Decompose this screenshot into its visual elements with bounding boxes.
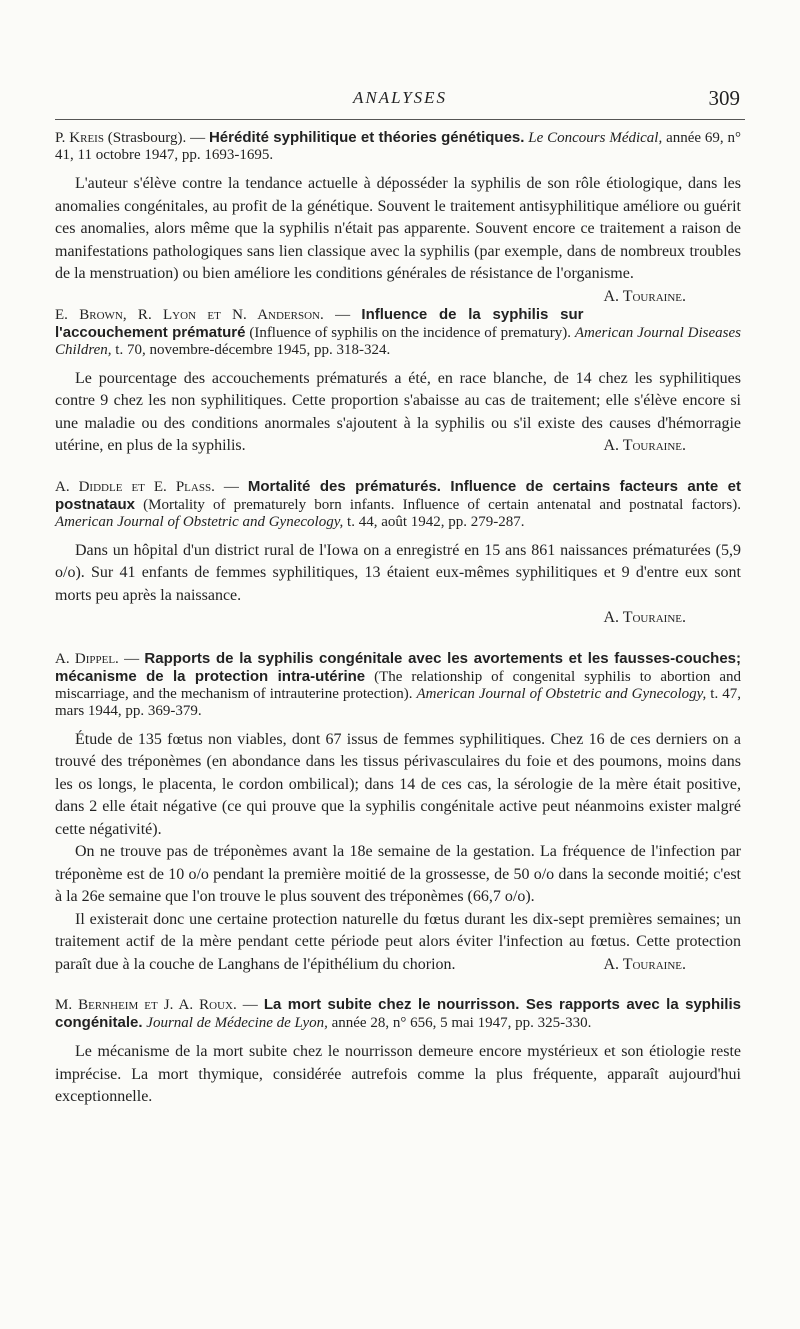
page-number: 309 xyxy=(708,86,740,110)
entry-paragraph: Il existerait donc une certaine protection naturelle du fœtus durant les dix-sept premières semaines; un traitement actif de la mère pendant cette période peut alors éviter l'infection au fœtus. Cette protection paraît due à la couche de Langhans de l'épithélium du chorion. A. Touraine. xyxy=(55,909,741,977)
entry-paragraph: Dans un hôpital d'un district rural de l'Iowa on a enregistré en 15 ans 861 naissances prématurées (5,9 o/o). Sur 41 enfants de femmes syphilitiques, 13 étaient eux-mêmes syphilitiques et 9 d'entre eux sont morts peu après la naissance. xyxy=(55,541,741,604)
entry-details: t. 70, novembre-décembre 1945, pp. 318-324. xyxy=(115,341,391,358)
review-entry xyxy=(55,129,742,305)
review-entry xyxy=(55,650,741,977)
entry-authors: P. Kreis xyxy=(55,130,104,146)
entry-source: Le Concours Médical, xyxy=(528,130,663,146)
review-entry xyxy=(55,306,741,458)
entry-paragraph: L'auteur s'élève contre la tendance actuelle à déposséder la syphilis de son rôle étiologique, dans les anomalies congénitales, au profit de la génétique. Souvent le traitement antisyphilitique améliore ou guérit ces anomalies, alors même que la syphilis n'était pas apparente. Souvent encore ce traitement a raison de manifestations pathologiques sans lien classique avec la syphilis (par exemple, dans de nombreux troubles de la menstruation) ou bien améliore les conditions générales de résistance de l'organisme. A. Touraine. xyxy=(55,173,741,286)
entry-signature: A. Touraine. xyxy=(603,955,686,973)
entry-source: American Journal of Obstetric and Gynecology, xyxy=(55,513,344,530)
entry-paragraph: Étude de 135 fœtus non viables, dont 67 issus de femmes syphilitiques. Chez 16 de ces derniers on a trouvé des tréponèmes (en abondance dans les tissus périvasculaires du foie et des poumons, moins dans les os longs, le placenta, le cordon ombilical); dans 14 de ces cas, la sérologie de la mère était positive, dans 2 elle était négative (ce qui prouve que la syphilis congénitale active peut néanmoins exister malgré cette négativité). xyxy=(55,730,741,838)
entry-details: année 28, n° 656, 5 mai 1947, pp. 325-330. xyxy=(331,1015,592,1031)
review-entry xyxy=(55,478,741,630)
entry-source: Journal de Médecine de Lyon, xyxy=(146,1015,328,1031)
entry-signature: A. Touraine. xyxy=(603,287,686,305)
entry-citation xyxy=(55,306,741,359)
entry-affiliation: (Strasbourg). — xyxy=(103,130,209,146)
entry-citation xyxy=(55,996,741,1032)
entry-title: Hérédité syphilitique et théories génétiques. xyxy=(208,129,525,146)
header-rule xyxy=(55,119,745,120)
entry-title: Influence de la syphilis sur l'accouchement prématuré xyxy=(55,305,584,341)
entry-translation: (Influence of syphilis on the incidence of prematury). xyxy=(245,324,575,341)
entry-translation: (Mortality of prematurely born infants. Influence of certain antenatal and postnatal factors). xyxy=(135,496,741,513)
entry-title: Rapports de la syphilis congénitale avec les avortements et les fausses-couches; mécanisme de la protection intra-utérine xyxy=(55,649,741,685)
entry-signature: A. Touraine. xyxy=(603,437,686,454)
entry-details: t. 44, août 1942, pp. 279-287. xyxy=(347,513,525,530)
entry-details: t. 47, mars 1944, pp. 369-379. xyxy=(55,685,742,719)
review-entry xyxy=(55,996,741,1109)
entry-authors: E. Brown, R. Lyon et N. Anderson. — xyxy=(55,306,362,323)
entry-signature-line xyxy=(55,607,741,630)
entry-paragraph: Le pourcentage des accouchements prématurés a été, en race blanche, de 14 chez les syphilitiques contre 9 chez les non syphilitiques. Cette proportion s'abaisse au cas de traitement; elle s'élève encore si une maladie ou des conditions anormales s'ajoutent à la syphilis ou s'il existe des causes d'hémorragie utérine, en plus de la syphilis. A. Touraine. xyxy=(55,368,741,458)
running-header: ANALYSES xyxy=(352,88,448,107)
entry-title: Mortalité des prématurés. Influence de certains facteurs ante et postnataux xyxy=(55,477,742,513)
entry-source: American Journal of Obstetric and Gynecology, xyxy=(416,685,707,702)
entry-paragraph: Le mécanisme de la mort subite chez le nourrisson demeure encore mystérieux et son étiologie reste imprécise. La mort thymique, considérée autrefois comme la plus fréquente, apparaît aujourd'hui exceptionnelle. xyxy=(55,1043,741,1105)
entry-translation: (The relationship of congenital syphilis to abortion and miscarriage, and the mechanism of intrauterine protection). xyxy=(55,668,741,702)
entry-details: année 69, n° 41, 11 octobre 1947, pp. 1693-1695. xyxy=(55,130,742,163)
article-list xyxy=(55,129,741,1129)
entry-signature: A. Touraine. xyxy=(603,609,686,626)
entry-authors: M. Bernheim et J. A. Roux. — xyxy=(55,997,264,1013)
entry-citation xyxy=(55,129,741,164)
entry-authors: A. Diddle et E. Plass. — xyxy=(55,478,248,495)
entry-authors: A. Dippel. — xyxy=(55,650,145,667)
entry-paragraph: On ne trouve pas de tréponèmes avant la 18e semaine de la gestation. La fréquence de l'infection par tréponème est de 10 o/o pendant la première moitié de la grossesse, de 50 o/o dans la seconde moitié; c'est à la 26e semaine que l'on trouve le plus souvent des tréponèmes (66,7 o/o). xyxy=(55,843,741,905)
entry-citation xyxy=(55,650,741,720)
entry-source: American Journal Diseases Children, xyxy=(55,324,741,358)
entry-title: La mort subite chez le nourrisson. Ses rapports avec la syphilis congénitale. xyxy=(55,996,741,1031)
entry-citation xyxy=(55,478,741,531)
